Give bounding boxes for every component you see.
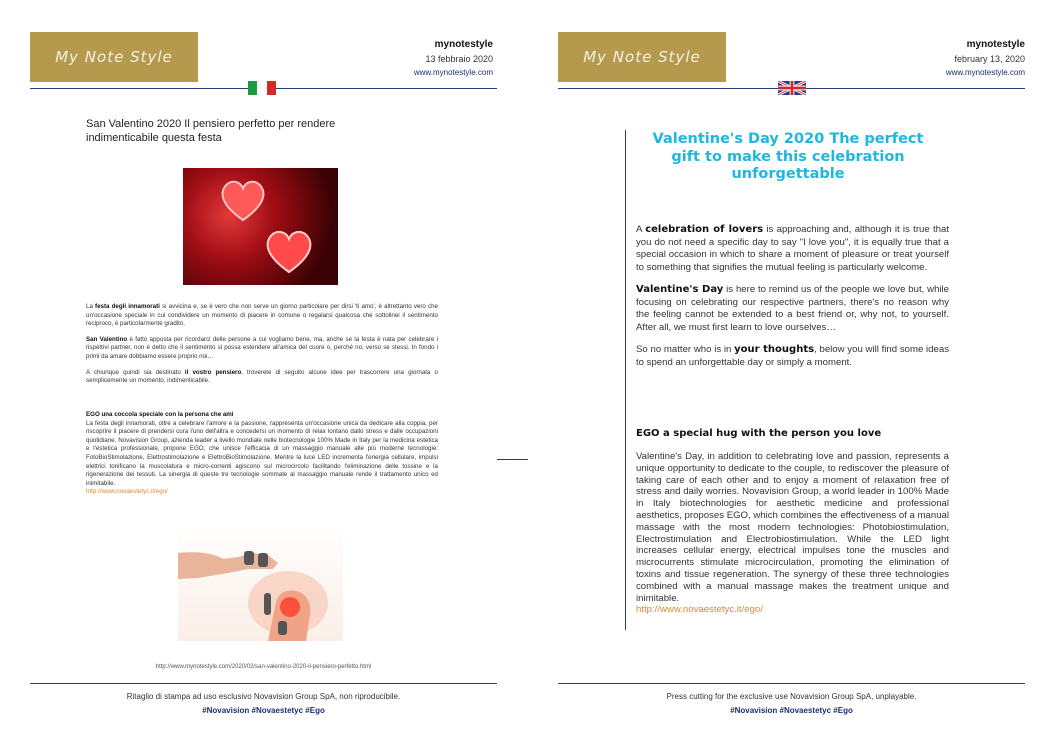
footer-disclaimer: Press cutting for the exclusive use Novavision Group SpA, unplayable.	[666, 692, 917, 701]
article-title: Valentine's Day 2020 The perfect gift to make this celebration unforgettable	[652, 131, 924, 182]
section-heading: EGO una coccola speciale con la persona che ami	[86, 411, 234, 418]
source-url[interactable]: http://www.mynotestyle.com/2020/02/san-valentino-2020-il-pensiero-perfetto.html	[155, 664, 372, 670]
publication-url[interactable]: www.mynotestyle.com	[945, 68, 1025, 77]
my-note-style-logo: My Note Style	[558, 32, 726, 82]
page-footer	[528, 690, 1055, 718]
publication-url[interactable]: www.mynotestyle.com	[413, 68, 493, 77]
heart-shape	[219, 178, 267, 222]
ego-treatment-photo	[178, 523, 343, 641]
footer-rule	[558, 683, 1025, 684]
footer-rule	[30, 683, 497, 684]
article-title: San Valentino 2020 Il pensiero perfetto per rendere indimenticabile questa festa	[86, 118, 336, 144]
footer-disclaimer: Ritaglio di stampa ad uso esclusivo Novavision Group SpA, non riproducibile.	[126, 692, 401, 701]
paragraph: La festa degli innamorati si avvicina e, se è vero che non serve un giorno particolare per dirsi 'ti amo', è altrettanto vero che un'occasione speciale in cui condividere un momento di piacere in comune o regalarsi qualcosa che sottolinei il sentimento reciproco, è particolarmente gradito.	[86, 303, 438, 328]
vertical-accent-line	[625, 130, 626, 630]
hearts-photo	[183, 168, 338, 285]
paragraph: So no matter who is in your thoughts, below you will find some ideas to spend an unforgettable day or simply a moment.	[636, 344, 949, 368]
ego-section	[636, 451, 949, 616]
section-body: Valentine's Day, in addition to celebrating love and passion, represents a unique opportunity to dedicate to the couple, to rediscover the pleasure of taking care of each other and to enjoy a moment of relaxation free of stress and daily worries. Novavision Group, a world leader in 100% Made in Italy biotechnologies for aesthetic medicine and professional aesthetics, proposes EGO, which combines the effectiveness of a manual massage with the most modern technologies: Photobiostimulation, Electrostimulation and Electrobiostimulation. While the LED light increases cellular energy, electrical impulses tone the muscles and microcurrents stimulate microcirculation, promoting the elimination of toxins and tissue regeneration. The synergy of these three technologies combined with a manual massage makes the treatment unique and inimitable.	[636, 451, 949, 604]
publication-date: february 13, 2020	[954, 54, 1025, 64]
page-footer	[0, 690, 527, 718]
section-heading: EGO a special hug with the person you love	[636, 428, 882, 439]
heart-shape	[263, 228, 315, 274]
publication-date: 13 febbraio 2020	[425, 54, 493, 64]
publication-name: mynotestyle	[966, 39, 1025, 50]
my-note-style-logo: My Note Style	[30, 32, 198, 82]
italy-flag-icon	[248, 81, 276, 95]
footer-hashtags: #Novavision #Novaestetyc #Ego	[730, 706, 853, 715]
paragraph: San Valentino è fatto apposta per ricordarci delle persone a cui vogliamo bene, ma, anche se la festa è nata per celebrare i rispettivi partner, non è detto che il sentimento si possa estendere all'amica del cuore o, perché no, verso se stessi. In fondo i primi da amare dobbiamo essere proprio noi…	[86, 335, 438, 360]
section-body: La festa degli innamorati, oltre a celebrare l'amore e la passione, rappresenta un'occasione unica da dedicare alla coppia, per riscoprire il piacere di prendersi cura l'uno dell'altra e concedersi un momento di relax lontano dallo stress e dalle occupazioni quotidiane. Novavision Group, azienda leader a livello mondiale nelle biotecnologie 100% Made in Italy per la medicina estetica e l'estetica professionale, propone EGO, che unisce l'efficacia di un massaggio manuale alle più moderne tecnologie: FotoBioStimolazione, Elettrostimolazione e ElettroBioStimolazione. Mentre la luce LED incrementa l'energia cellulare, impulsi elettrici tonificano la muscolatura e micro-correnti agiscono sul microcircolo facilitando l'eliminazione delle tossine e la rigenerazione dei tessuti. La sinergia di queste tre tecnologie sommate al massaggio manuale rende il trattamento unico ed inimitabile.	[86, 419, 438, 487]
publication-info	[414, 38, 493, 80]
article-body	[86, 303, 438, 393]
italian-page	[0, 0, 527, 747]
paragraph: Valentine's Day is here to remind us of the people we love but, while focusing on celebrating our respective partners, there's no reason why the feeling cannot be extended to a best friend or, why not, to yourself. After all, we must first learn to love ourselves…	[636, 284, 949, 333]
footer-hashtags: #Novavision #Novaestetyc #Ego	[202, 706, 325, 715]
ego-section	[86, 411, 438, 497]
uk-flag-icon	[778, 81, 806, 95]
publication-name: mynotestyle	[434, 39, 493, 50]
english-page	[528, 0, 1055, 747]
paragraph: A celebration of lovers is approaching and, although it is true that you do not need a specific day to say "I love you", it is equally true that a special occasion in which to share a moment of pleasure or treat yourself to something that signifies the mutual feeling is particularly welcome.	[636, 224, 949, 273]
ego-link[interactable]: http://www.novaestetyc.it/ego/	[636, 604, 763, 616]
ego-link[interactable]: http://www.novaestetyc.it/ego/	[86, 488, 168, 496]
publication-info	[946, 38, 1025, 80]
paragraph: A chiunque quindi sia destinato il vostro pensiero, troverete di seguito alcune idee per trascorrere una giornata o semplicemente un momento, indimenticabile.	[86, 368, 438, 385]
article-body	[636, 224, 949, 379]
